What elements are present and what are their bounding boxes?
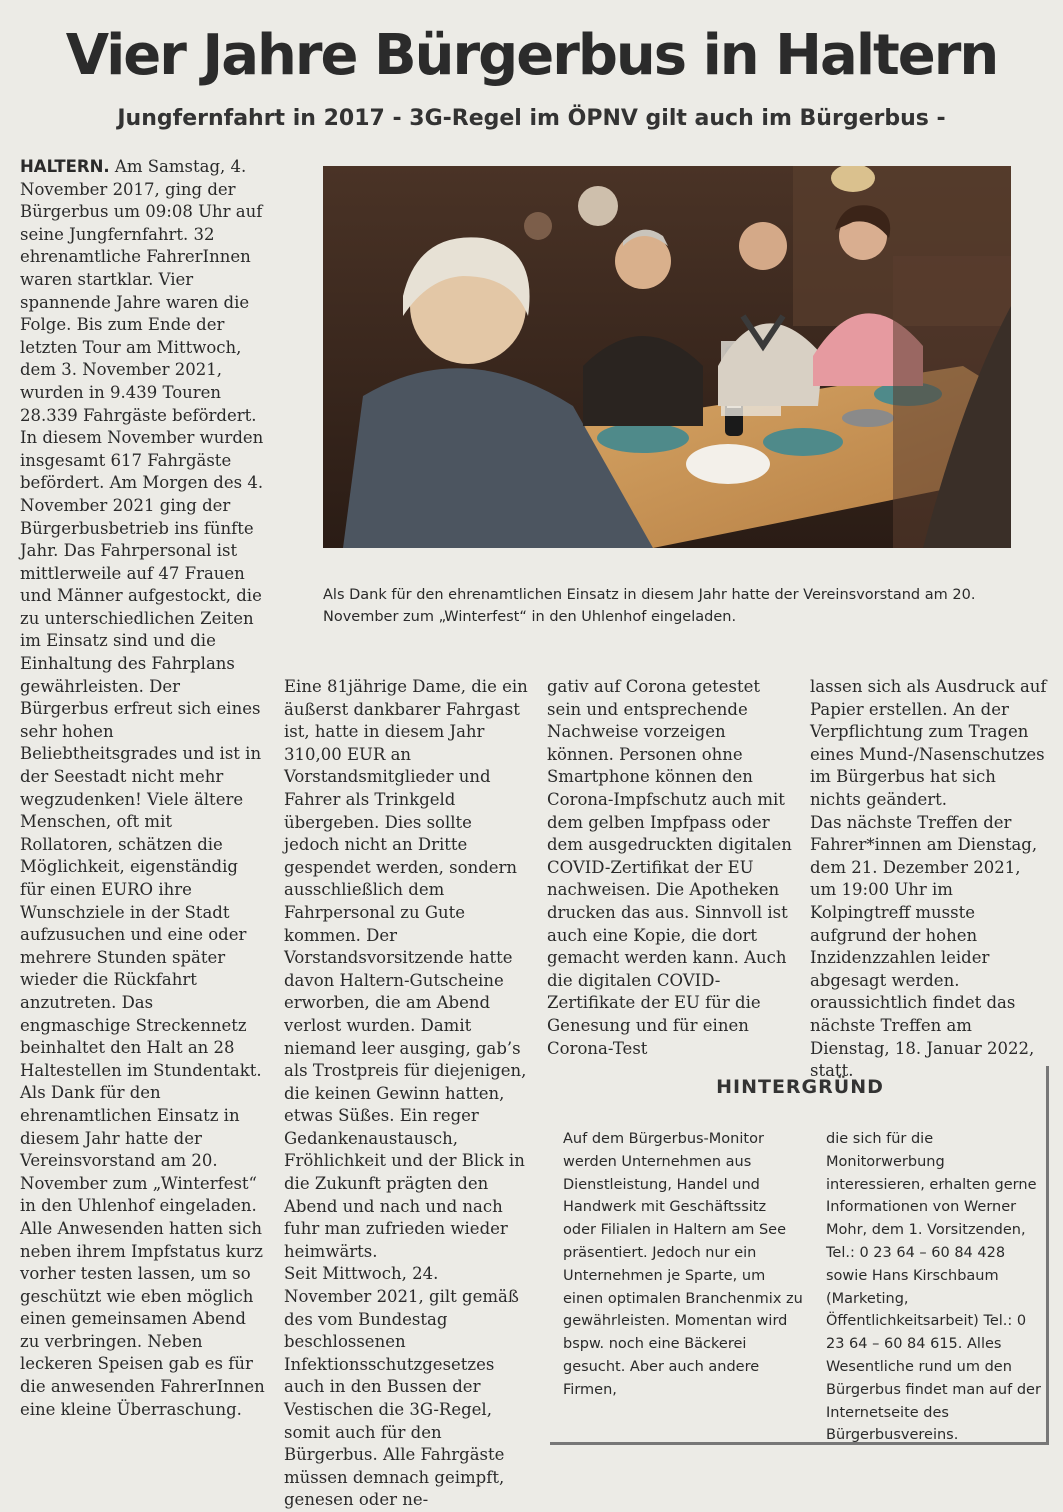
photo-caption: Als Dank für den ehrenamtlichen Einsatz in diesem Jahr hatte der Vereinsvorstand am 20. November zum „Winterfest“ in den Uhlenhof eingeladen. bbox=[323, 587, 976, 625]
paragraph bbox=[20, 156, 265, 1082]
article-column-3 bbox=[547, 676, 792, 1060]
background-box-title: HINTERGRÜND bbox=[716, 1076, 884, 1098]
paragraph: Eine 81jährige Dame, die ein äußerst dankbarer Fahrgast ist, hatte in diesem Jahr 310,00 EUR an Vorstandsmitglieder und Fahrer als Trinkgeld übergeben. Dies sollte jedoch nicht an Dritte gespendet werden, sondern ausschließlich dem Fahrpersonal zu Gute kommen. Der Vorstandsvorsitzende hatte davon Haltern-Gutscheine erworben, die am Abend verlost wurden. Damit niemand leer ausging, gab’s als Trostpreis für diejenigen, die keinen Gewinn hatten, etwas Süßes. Ein reger Gedankenaustausch, Fröhlichkeit und der Blick in die Zukunft prägten den Abend und nach und nach fuhr man zufrieden wieder heimwärts. bbox=[284, 677, 528, 1261]
background-box-column-1 bbox=[563, 1128, 803, 1402]
paragraph: Seit Mittwoch, 24. November 2021, gilt gemäß des vom Bundestag beschlossenen Infektionsschutzgesetzes auch in den Bussen der Vestischen die 3G-Regel, somit auch für den Bürgerbus. Alle Fahrgäste müssen demnach geimpft, genesen oder ne- bbox=[284, 1264, 519, 1510]
article-column-4 bbox=[810, 676, 1050, 1083]
subheadline: Jungfernfahrt in 2017 - 3G-Regel im ÖPNV gilt auch im Bürgerbus - bbox=[117, 106, 946, 131]
dateline: HALTERN. bbox=[20, 157, 110, 176]
paragraph: die sich für die Monitorwerbung interessieren, erhalten gerne Informationen von Werner Mohr, dem 1. Vorsitzenden, Tel.: 0 23 64 – 60 84 428 sowie Hans Kirschbaum (Marketing, Öffentlichkeitsarbeit) Tel.: 0 23 64 – 60 84 615. Alles Wesentliche rund um den Bürgerbus findet man auf der Internetseite des Bürgerbusvereins. bbox=[826, 1131, 1041, 1444]
paragraph: Alle Anwesenden hatten sich neben ihrem Impfstatus kurz vorher testen lassen, um so geschützt wie eben möglich einen gemeinsamen Abend zu verbringen. Neben leckeren Speisen gab es für die anwesenden FahrerInnen eine kleine Überraschung. bbox=[20, 1218, 265, 1419]
paragraph-text: Am Samstag, 4. November 2017, ging der Bürgerbus um 09:08 Uhr auf seine Jungfernfahrt. 32 ehrenamtliche FahrerInnen waren startklar. Vier spannende Jahre waren die Folge. Bis zum Ende der letzten Tour am Mittwoch, dem 3. November 2021, wurden in 9.439 Touren 28.339 Fahrgäste befördert. In diesem November wurden insgesamt 617 Fahrgäste befördert. Am Morgen des 4. November 2021 ging der Bürgerbusbetrieb ins fünfte Jahr. Das Fahrpersonal ist mittlerweile auf 47 Frauen und Männer aufgestockt, die zu unterschiedlichen Zeiten im Einsatz sind und die Einhaltung des Fahrplans gewährleisten. Der Bürgerbus erfreut sich eines sehr hohen Beliebtheitsgrades und ist in der Seestadt nicht mehr wegzudenken! Viele ältere Menschen, oft mit Rollatoren, schätzen die Möglichkeit, eigenständig für einen EURO ihre Wunschziele in der Stadt aufzusuchen und eine oder mehrere Stunden später wieder die Rückfahrt anzutreten. Das engmaschige Streckennetz beinhaltet den Halt an 28 Haltestellen im Stundentakt. bbox=[20, 157, 264, 1080]
paragraph: Als Dank für den ehrenamtlichen Einsatz in diesem Jahr hatte der Vereinsvorstand am 20. November zum „Winterfest“ in den Uhlenhof eingeladen. bbox=[20, 1083, 257, 1216]
paragraph: Auf dem Bürgerbus-Monitor werden Unternehmen aus Dienstleistung, Handel und Handwerk mit Geschäftssitz oder Filialen in Haltern am See präsentiert. Jedoch nur ein Unternehmen je Sparte, um einen optimalen Branchenmix zu gewährleisten. Momentan wird bspw. noch eine Bäckerei gesucht. Aber auch andere Firmen, bbox=[563, 1131, 803, 1398]
event-photo bbox=[323, 166, 1011, 548]
paragraph: gativ auf Corona getestet sein und entsprechende Nachweise vorzeigen können. Personen ohne Smartphone können den Corona-Impfschutz auch mit dem gelben Impfpass oder dem ausgedruckten digitalen COVID-Zertifikat der EU nachweisen. Die Apotheken drucken das aus. Sinnvoll ist auch eine Kopie, die dort gemacht werden kann. Auch die digitalen COVID-Zertifikate der EU für die Genesung und für einen Corona-Test bbox=[547, 677, 792, 1058]
paragraph: lassen sich als Ausdruck auf Papier erstellen. An der Verpflichtung zum Tragen eines Mund-/Nasenschutzes im Bürgerbus hat sich nichts geändert. bbox=[810, 677, 1047, 809]
article-column-1 bbox=[20, 156, 265, 1421]
dinner-party-illustration bbox=[323, 166, 1011, 548]
article-column-2 bbox=[284, 676, 529, 1512]
paragraph: Das nächste Treffen der Fahrer*innen am Dienstag, dem 21. Dezember 2021, um 19:00 Uhr im Kolpingtreff musste aufgrund der hohen Inzidenzzahlen leider abgesagt werden. oraussichtlich findet das nächste Treffen am Dienstag, 18. Januar 2022, statt. bbox=[810, 812, 1038, 1081]
background-box-column-2 bbox=[826, 1128, 1041, 1447]
headline: Vier Jahre Bürgerbus in Haltern bbox=[65, 23, 998, 88]
